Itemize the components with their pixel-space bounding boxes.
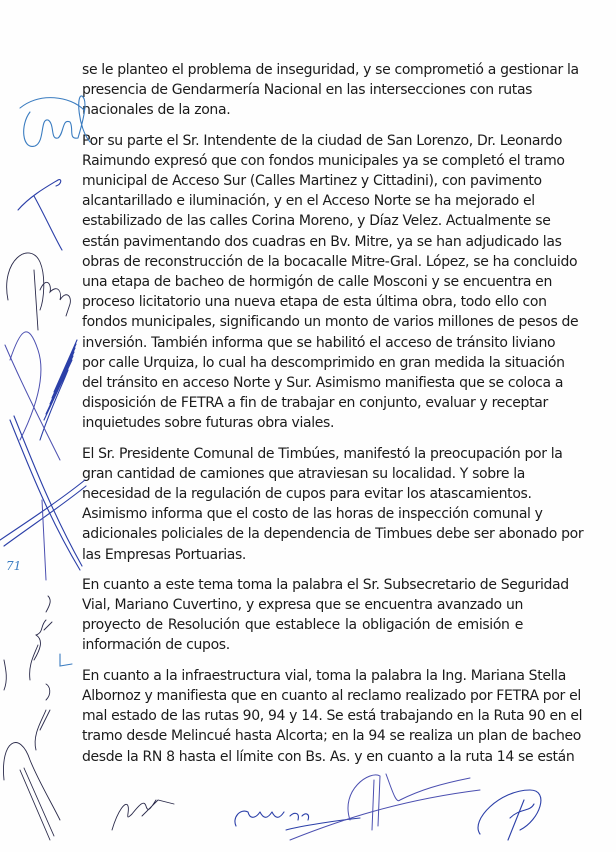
text-line: gran cantidad de camiones que atraviesan su localidad. Y sobre la [82,465,525,482]
text-line: se le planteo el problema de inseguridad, y se comprometió a gestionar la [82,62,579,78]
text-line: desde la RN 8 hasta el límite con Bs. As. y en cuanto a la ruta 14 se están [82,748,575,765]
text-line: obras de reconstrucción de la bocacalle Mitre-Gral. López, se ha concluido [82,253,578,270]
text-line: inversión. También informa que se habilitó el acceso de tránsito liviano [82,334,556,351]
text-line: En cuanto a la infraestructura vial, toma la palabra la Ing. Mariana Stella [82,667,566,684]
text-line: alcantarillado e iluminación, y en el Acceso Norte se ha mejorado el [82,193,535,210]
paragraph-seguridad-vial [82,575,569,656]
text-line: Raimundo expresó que con fondos municipales ya se completó el tramo [82,152,565,169]
text-line: por calle Urquiza, lo cual ha descomprimido en gran medida la situación [82,354,565,371]
margin-signature-1 [20,96,90,147]
text-line: Asimismo informa que el costo de las horas de inspección comunal y [82,506,543,523]
text-line: presencia de Gendarmería Nacional en las intersecciones con rutas [82,82,533,99]
text-line: El Sr. Presidente Comunal de Timbúes, manifestó la preocupación por la [82,445,563,462]
text-line: nacionales de la zona. [82,102,231,119]
text-line: están pavimentando dos cuadras en Bv. Mitre, ya se han adjudicado las [82,233,562,250]
bottom-signature-2 [235,811,360,830]
text-line: adicionales policiales de la dependencia de Timbues debe ser abonado por [82,526,584,543]
text-line: disposición de FETRA a fin de trabajar en conjunto, evaluar y receptar [82,395,548,412]
text-line: inquietudes sobre futuras obra viales. [82,415,335,432]
text-line: necesidad de la regulación de cupos para evitar los atascamientos. [82,486,532,503]
text-line: municipal de Acceso Sur (Calles Martinez y Cittadini), con pavimento [82,173,542,190]
text-line: En cuanto a este tema toma la palabra el Sr. Subsecretario de Seguridad [82,576,569,593]
text-line: proceso licitatorio una nueva etapa de esta última obra, todo ello con [82,294,547,311]
bottom-signature-4 [478,790,541,840]
text-line: las Empresas Portuarias. [82,546,247,563]
margin-signature-5 [3,596,72,840]
text-line: mal estado de las rutas 90, 94 y 14. Se está trabajando en la Ruta 90 en el [82,708,583,725]
text-line: tramo desde Melincué hasta Alcorta; en la 94 se realiza un plan de bacheo [82,728,581,745]
text-line: del tránsito en acceso Norte y Sur. Asimismo manifiesta que se coloca a [82,375,564,392]
paragraph-timbues [82,444,584,565]
margin-signature-2 [18,180,62,250]
text-line: una etapa de bacheo de hormigón de calle Mosconi y se encuentra en [82,274,552,291]
paragraph-san-lorenzo [82,131,579,434]
text-line: estabilizado de las calles Corina Moreno, y Díaz Velez. Actualmente se [82,213,551,230]
document-body [82,60,584,777]
paragraph-infraestructura [82,666,583,767]
paragraph-gendarmeria [82,60,579,121]
text-line: Vial, Mariano Cuvertino, y expresa que se encuentra avanzado un [82,597,523,614]
text-line: Albornoz y manifiesta que en cuanto al reclamo realizado por FETRA por el [82,687,581,704]
text-line: fondos municipales, significando un monto de varios millones de pesos de [82,314,579,331]
margin-signature-4 [0,332,86,580]
margin-annotation: 71 [6,559,22,573]
bottom-signature-3 [290,774,480,840]
text-line: proyecto de Resolución que establece la obligación de emisión e [82,617,523,634]
text-line: información de cupos. [82,637,230,654]
bottom-signature-1 [112,800,174,830]
margin-signature-3 [7,253,71,330]
text-line: Por su parte el Sr. Intendente de la ciudad de San Lorenzo, Dr. Leonardo [82,132,563,149]
